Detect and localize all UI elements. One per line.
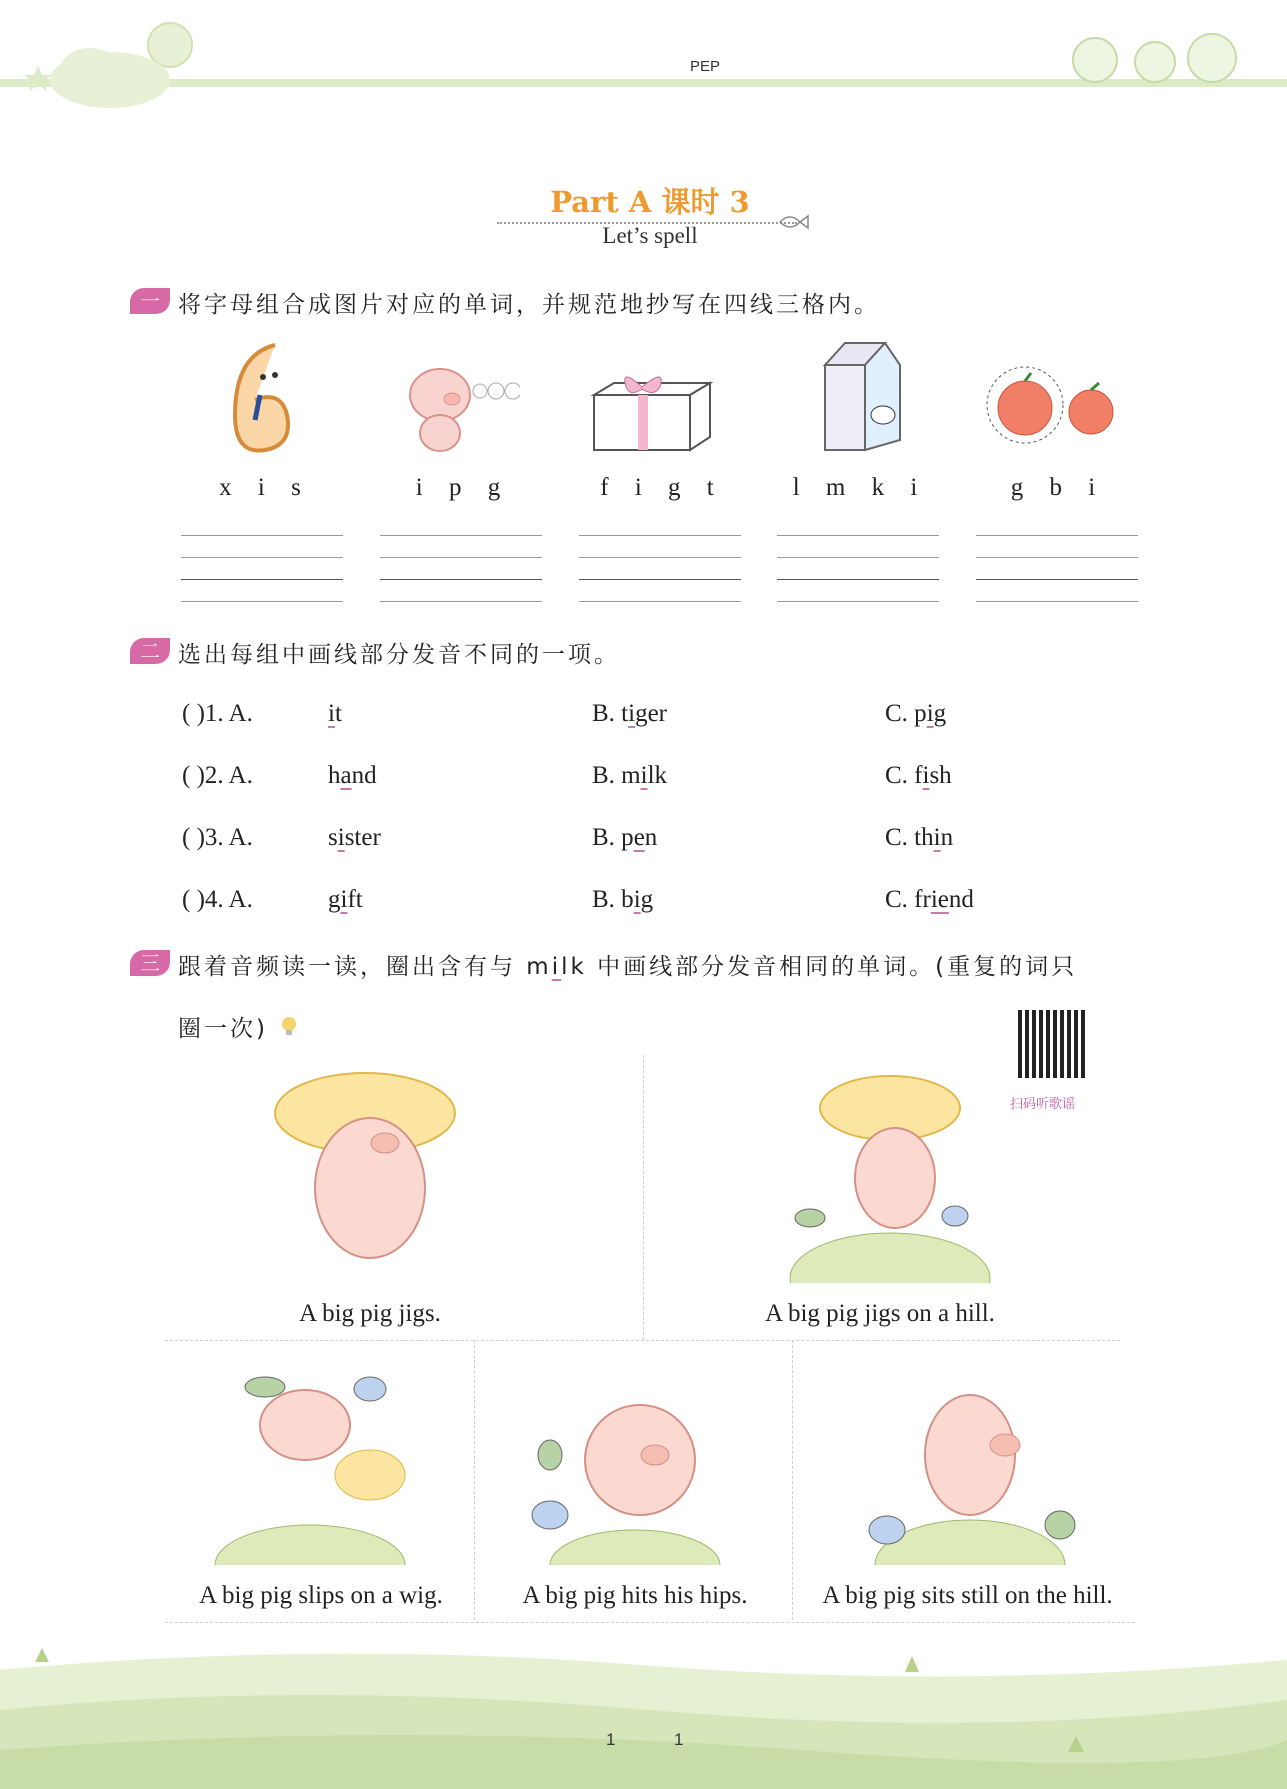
milk-carton-icon [815, 335, 905, 455]
question-1-option-a: it [328, 700, 342, 727]
question-3-number[interactable]: ( )3. A. [182, 824, 253, 851]
question-1-number[interactable]: ( )1. A. [182, 700, 253, 727]
letters-2: i p g [415, 474, 511, 501]
question-3-option-b: B. pen [592, 824, 658, 851]
page-number-right: 1 [674, 1730, 684, 1749]
footer-landscape [0, 1640, 1287, 1789]
question-4-option-b: B. big [592, 886, 654, 913]
question-3-option-a: sister [328, 824, 381, 851]
writing-lines-4[interactable] [777, 535, 939, 601]
section-1-instruction: 将字母组合成图片对应的单词，并规范地抄写在四线三格内。 [178, 292, 880, 318]
grid-divider [165, 1340, 1120, 1341]
section-1-badge: 一 [130, 288, 170, 314]
page-number-left: 1 [606, 1730, 616, 1749]
question-2-option-b: B. milk [592, 762, 668, 789]
qr-label: 扫码听歌谣 [1010, 1097, 1076, 1112]
writing-lines-3[interactable] [579, 535, 741, 601]
caption-1: A big pig jigs. [299, 1300, 441, 1327]
gift-icon [590, 365, 715, 455]
pig-icon [400, 355, 520, 455]
letters-4: l m k i [792, 474, 928, 501]
letters-1: x i s [219, 474, 311, 501]
question-2-number[interactable]: ( )2. A. [182, 762, 253, 789]
question-2-option-a: hand [328, 762, 377, 789]
writing-lines-1[interactable] [181, 535, 343, 601]
section-3-instruction: 跟着音频读一读，圈出含有与 milk 中画线部分发音相同的单词。(重复的词只 [178, 954, 1078, 980]
fish-icon [778, 212, 810, 232]
question-2-option-c: C. fish [885, 762, 952, 789]
caption-5: A big pig sits still on the hill. [822, 1582, 1113, 1609]
pig-hits-hips-illustration [520, 1365, 750, 1565]
section-3-instruction-cont: 圈一次) [178, 1016, 268, 1042]
lesson-subtitle: Let’s spell [602, 223, 698, 248]
apples-icon [983, 365, 1123, 445]
grid-divider [643, 1055, 644, 1340]
grid-divider [165, 1622, 1135, 1623]
question-4-option-c: C. friend [885, 886, 974, 913]
lesson-title: Part A 课时 3 [550, 185, 750, 219]
title-divider [497, 222, 797, 224]
pig-on-hill-illustration [780, 1068, 1000, 1283]
caption-3: A big pig slips on a wig. [199, 1582, 443, 1609]
cartoon-animals-icon [1060, 20, 1250, 90]
grid-divider [792, 1340, 793, 1620]
section-2-instruction: 选出每组中画线部分发音不同的一项。 [178, 642, 620, 668]
sun-cloud-icon [10, 5, 210, 115]
letters-5: g b i [1010, 474, 1106, 501]
header-code: PEP [690, 58, 721, 75]
caption-2: A big pig jigs on a hill. [765, 1300, 995, 1327]
qr-code[interactable] [1018, 1010, 1086, 1078]
caption-4: A big pig hits his hips. [522, 1582, 748, 1609]
letters-3: f i g t [600, 474, 724, 501]
writing-lines-5[interactable] [976, 535, 1138, 601]
question-1-option-c: C. pig [885, 700, 947, 727]
lesson-title-block [485, 180, 815, 249]
section-2-badge: 二 [130, 638, 170, 664]
question-4-option-a: gift [328, 886, 363, 913]
question-3-option-c: C. thin [885, 824, 954, 851]
pig-sits-illustration [855, 1365, 1085, 1565]
writing-lines-2[interactable] [380, 535, 542, 601]
pig-with-wig-illustration [250, 1068, 480, 1278]
pig-slips-illustration [195, 1365, 425, 1565]
number-six-icon [215, 335, 305, 465]
lightbulb-icon [278, 1014, 300, 1038]
grid-divider [474, 1340, 475, 1620]
section-3-badge: 三 [130, 950, 170, 976]
question-1-option-b: B. tiger [592, 700, 667, 727]
question-4-number[interactable]: ( )4. A. [182, 886, 253, 913]
